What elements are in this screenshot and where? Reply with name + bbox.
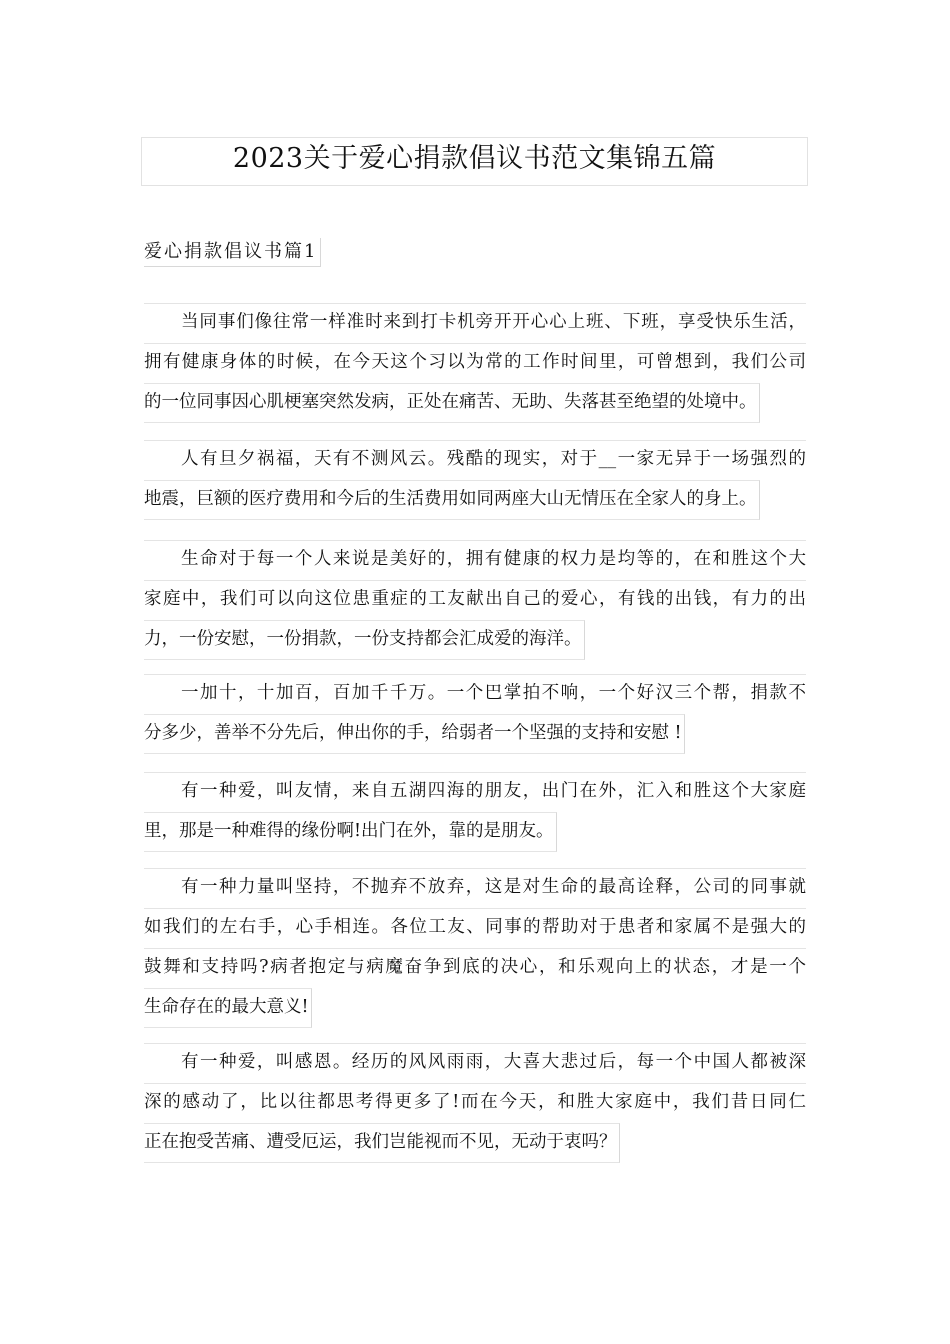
- paragraph: [144, 440, 806, 525]
- paragraph-line: 地震，巨额的医疗费用和今后的生活费用如同两座大山无情压在全家人的身上。: [144, 480, 760, 520]
- paragraph-line: 鼓舞和支持吗?病者抱定与病魔奋争到底的决心，和乐观向上的状态，才是一个: [144, 948, 806, 988]
- section-heading: 爱心捐款倡议书篇1: [144, 238, 321, 267]
- paragraph-line: 分多少，善举不分先后，伸出你的手，给弱者一个坚强的支持和安慰 !: [144, 714, 685, 754]
- document-title: 2023关于爱心捐款倡议书范文集锦五篇: [141, 137, 808, 186]
- paragraph-line: 有一种爱，叫友情，来自五湖四海的朋友，出门在外，汇入和胜这个大家庭: [144, 772, 806, 812]
- paragraph-line: 一加十，十加百，百加千千万。一个巴掌拍不响，一个好汉三个帮，捐款不: [144, 674, 806, 714]
- paragraph-line: 家庭中，我们可以向这位患重症的工友献出自己的爱心，有钱的出钱，有力的出: [144, 580, 806, 620]
- paragraph: [144, 772, 806, 857]
- paragraph-line: 有一种爱，叫感恩。经历的风风雨雨，大喜大悲过后，每一个中国人都被深: [144, 1043, 806, 1083]
- paragraph-line: 有一种力量叫坚持，不抛弃不放弃，这是对生命的最高诠释，公司的同事就: [144, 868, 806, 908]
- paragraph: [144, 540, 806, 665]
- paragraph-line: 生命存在的最大意义!: [144, 988, 312, 1028]
- paragraph-line: 力，一份安慰，一份捐款，一份支持都会汇成爱的海洋。: [144, 620, 585, 660]
- paragraph-line: 当同事们像往常一样准时来到打卡机旁开开心心上班、下班，享受快乐生活，: [144, 303, 806, 343]
- paragraph-line: 生命对于每一个人来说是美好的，拥有健康的权力是均等的，在和胜这个大: [144, 540, 806, 580]
- paragraph-line: 人有旦夕祸福，天有不测风云。残酷的现实，对于__一家无异于一场强烈的: [144, 440, 806, 480]
- paragraph: [144, 1043, 806, 1168]
- paragraph-line: 正在抱受苦痛、遭受厄运，我们岂能视而不见，无动于衷吗？: [144, 1123, 620, 1163]
- paragraph-line: 里，那是一种难得的缘份啊!出门在外，靠的是朋友。: [144, 812, 557, 852]
- paragraph: [144, 868, 806, 1033]
- paragraph-line: 拥有健康身体的时候，在今天这个习以为常的工作时间里，可曾想到，我们公司: [144, 343, 806, 383]
- paragraph-line: 如我们的左右手，心手相连。各位工友、同事的帮助对于患者和家属不是强大的: [144, 908, 806, 948]
- paragraph-line: 深的感动了，比以往都思考得更多了!而在今天，和胜大家庭中，我们昔日同仁: [144, 1083, 806, 1123]
- paragraph: [144, 674, 806, 759]
- paragraph: [144, 303, 806, 428]
- paragraph-line: 的一位同事因心肌梗塞突然发病，正处在痛苦、无助、失落甚至绝望的处境中。: [144, 383, 760, 423]
